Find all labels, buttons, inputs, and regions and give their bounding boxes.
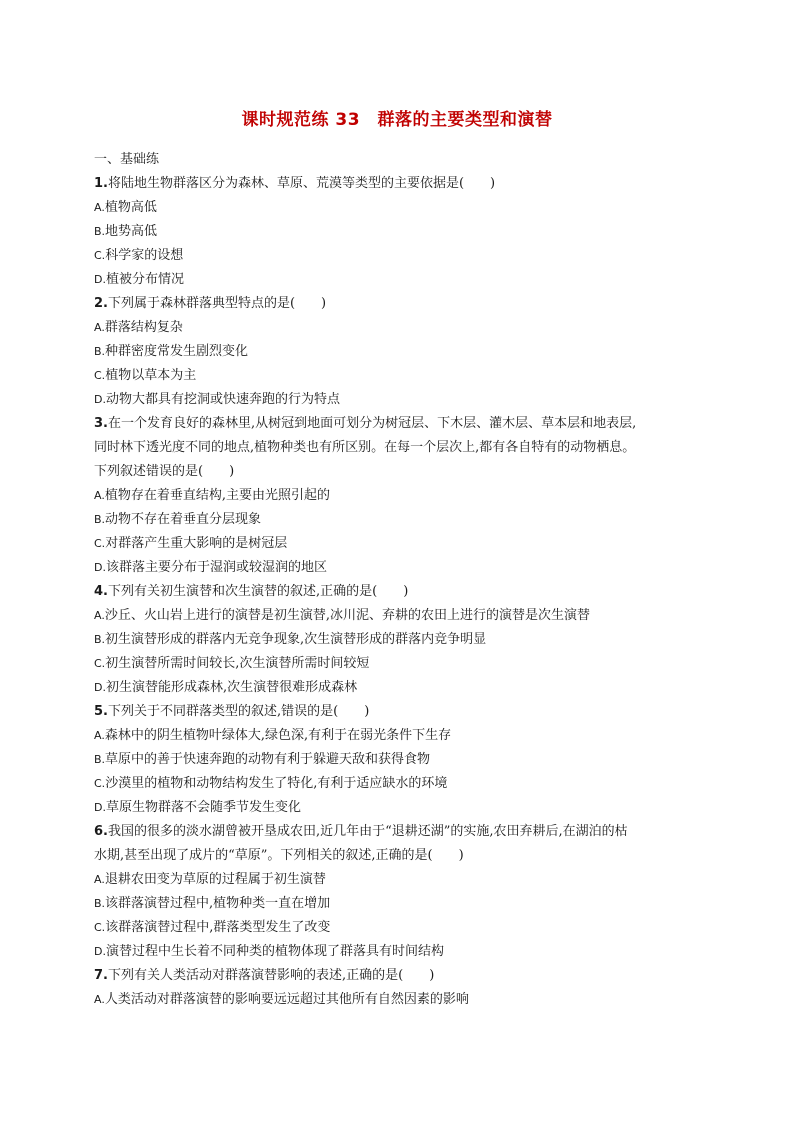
option-text: 沙丘、火山岩上进行的演替是初生演替,冰川泥、弃耕的农田上进行的演替是次生演替	[104, 608, 590, 623]
option-letter: D.	[94, 945, 106, 958]
question-number: 3.	[94, 416, 108, 431]
answer-option	[94, 388, 704, 412]
option-text: 退耕农田变为草原的过程属于初生演替	[104, 872, 326, 887]
answer-option	[94, 196, 704, 220]
option-text: 种群密度常发生剧烈变化	[105, 344, 249, 359]
question-stem-line	[94, 844, 704, 868]
question-list	[94, 148, 704, 1012]
option-text: 该群落演替过程中,群落类型发生了改变	[105, 920, 331, 935]
option-text: 森林中的阴生植物叶绿体大,绿色深,有利于在弱光条件下生存	[104, 728, 452, 743]
question-stem-text: 在一个发育良好的森林里,从树冠到地面可划分为树冠层、下木层、灌木层、草本层和地表层,	[107, 416, 637, 431]
option-text: 动物大都具有挖洞或快速奔跑的行为特点	[105, 392, 340, 407]
answer-option	[94, 316, 704, 340]
answer-option	[94, 940, 704, 964]
question-stem-text: 下列叙述错误的是( )	[94, 464, 235, 479]
option-text: 该群落主要分布于湿润或较湿润的地区	[105, 560, 327, 575]
option-letter: D.	[94, 801, 106, 814]
question-number: 4.	[94, 584, 108, 599]
answer-option	[94, 484, 704, 508]
option-letter: A.	[94, 201, 105, 214]
question-number: 5.	[94, 704, 108, 719]
question-stem-line	[94, 964, 704, 988]
answer-option	[94, 988, 704, 1012]
option-text: 初生演替形成的群落内无竞争现象,次生演替形成的群落内竞争明显	[105, 632, 487, 647]
answer-option	[94, 532, 704, 556]
option-text: 植物高低	[104, 200, 157, 215]
option-text: 沙漠里的植物和动物结构发生了特化,有利于适应缺水的环境	[105, 776, 448, 791]
option-letter: D.	[94, 273, 106, 286]
answer-option	[94, 628, 704, 652]
option-text: 植物存在着垂直结构,主要由光照引起的	[104, 488, 330, 503]
answer-option	[94, 340, 704, 364]
answer-option	[94, 244, 704, 268]
option-text: 动物不存在着垂直分层现象	[105, 512, 262, 527]
option-letter: A.	[94, 609, 105, 622]
answer-option	[94, 220, 704, 244]
question-stem-line	[94, 292, 704, 316]
option-letter: C.	[94, 369, 106, 382]
answer-option	[94, 796, 704, 820]
section-heading: 一、基础练	[94, 152, 160, 167]
option-text: 科学家的设想	[105, 248, 184, 263]
option-text: 对群落产生重大影响的是树冠层	[105, 536, 288, 551]
option-text: 群落结构复杂	[104, 320, 183, 335]
option-letter: C.	[94, 249, 106, 262]
option-text: 植被分布情况	[105, 272, 184, 287]
option-text: 草原生物群落不会随季节发生变化	[105, 800, 301, 815]
question-stem-text: 水期,甚至出现了成片的“草原”。下列相关的叙述,正确的是( )	[94, 848, 464, 863]
page-title: 课时规范练 33 群落的主要类型和演替	[241, 110, 553, 130]
answer-option	[94, 268, 704, 292]
question-stem-text: 同时林下透光度不同的地点,植物种类也有所区别。在每一个层次上,都有各自特有的动物栖息。	[94, 440, 636, 455]
answer-option	[94, 748, 704, 772]
answer-option	[94, 508, 704, 532]
option-letter: D.	[94, 561, 106, 574]
question-stem-text: 下列属于森林群落典型特点的是( )	[107, 296, 327, 311]
option-letter: A.	[94, 993, 105, 1006]
answer-option	[94, 652, 704, 676]
option-letter: A.	[94, 489, 105, 502]
option-text: 植物以草本为主	[105, 368, 197, 383]
option-letter: B.	[94, 633, 106, 646]
question-stem-line	[94, 412, 704, 436]
option-text: 该群落演替过程中,植物种类一直在增加	[105, 896, 331, 911]
question-stem-line	[94, 460, 704, 484]
question-stem-text: 下列有关初生演替和次生演替的叙述,正确的是( )	[107, 584, 409, 599]
question-number: 2.	[94, 296, 108, 311]
option-letter: B.	[94, 225, 106, 238]
option-text: 草原中的善于快速奔跑的动物有利于躲避天敌和获得食物	[105, 752, 431, 767]
question-stem-line	[94, 172, 704, 196]
option-letter: B.	[94, 345, 106, 358]
answer-option	[94, 364, 704, 388]
answer-option	[94, 604, 704, 628]
option-text: 初生演替能形成森林,次生演替很难形成森林	[105, 680, 358, 695]
answer-option	[94, 868, 704, 892]
option-text: 地势高低	[105, 224, 158, 239]
option-letter: B.	[94, 513, 106, 526]
option-letter: C.	[94, 921, 106, 934]
option-text: 演替过程中生长着不同种类的植物体现了群落具有时间结构	[105, 944, 444, 959]
option-letter: C.	[94, 537, 106, 550]
question-stem-line	[94, 700, 704, 724]
option-letter: D.	[94, 681, 106, 694]
option-letter: A.	[94, 321, 105, 334]
answer-option	[94, 772, 704, 796]
question-number: 1.	[94, 176, 108, 191]
option-letter: C.	[94, 657, 106, 670]
option-letter: D.	[94, 393, 106, 406]
option-letter: A.	[94, 873, 105, 886]
option-letter: C.	[94, 777, 106, 790]
question-number: 6.	[94, 824, 108, 839]
answer-option	[94, 556, 704, 580]
question-stem-line	[94, 820, 704, 844]
question-stem-text: 下列有关人类活动对群落演替影响的表述,正确的是( )	[107, 968, 435, 983]
question-stem-line	[94, 580, 704, 604]
question-stem-text: 我国的很多的淡水湖曾被开垦成农田,近几年由于“退耕还湖”的实施,农田弃耕后,在湖泊的枯	[107, 824, 628, 839]
option-text: 初生演替所需时间较长,次生演替所需时间较短	[105, 656, 370, 671]
answer-option	[94, 892, 704, 916]
question-stem-text: 将陆地生物群落区分为森林、草原、荒漠等类型的主要依据是( )	[107, 176, 496, 191]
option-letter: B.	[94, 897, 106, 910]
question-number: 7.	[94, 968, 108, 983]
answer-option	[94, 676, 704, 700]
answer-option	[94, 916, 704, 940]
option-letter: B.	[94, 753, 106, 766]
option-text: 人类活动对群落演替的影响要远远超过其他所有自然因素的影响	[104, 992, 469, 1007]
option-letter: A.	[94, 729, 105, 742]
questions-container	[94, 172, 704, 1012]
question-stem-text: 下列关于不同群落类型的叙述,错误的是( )	[107, 704, 370, 719]
question-stem-line	[94, 436, 704, 460]
answer-option	[94, 724, 704, 748]
